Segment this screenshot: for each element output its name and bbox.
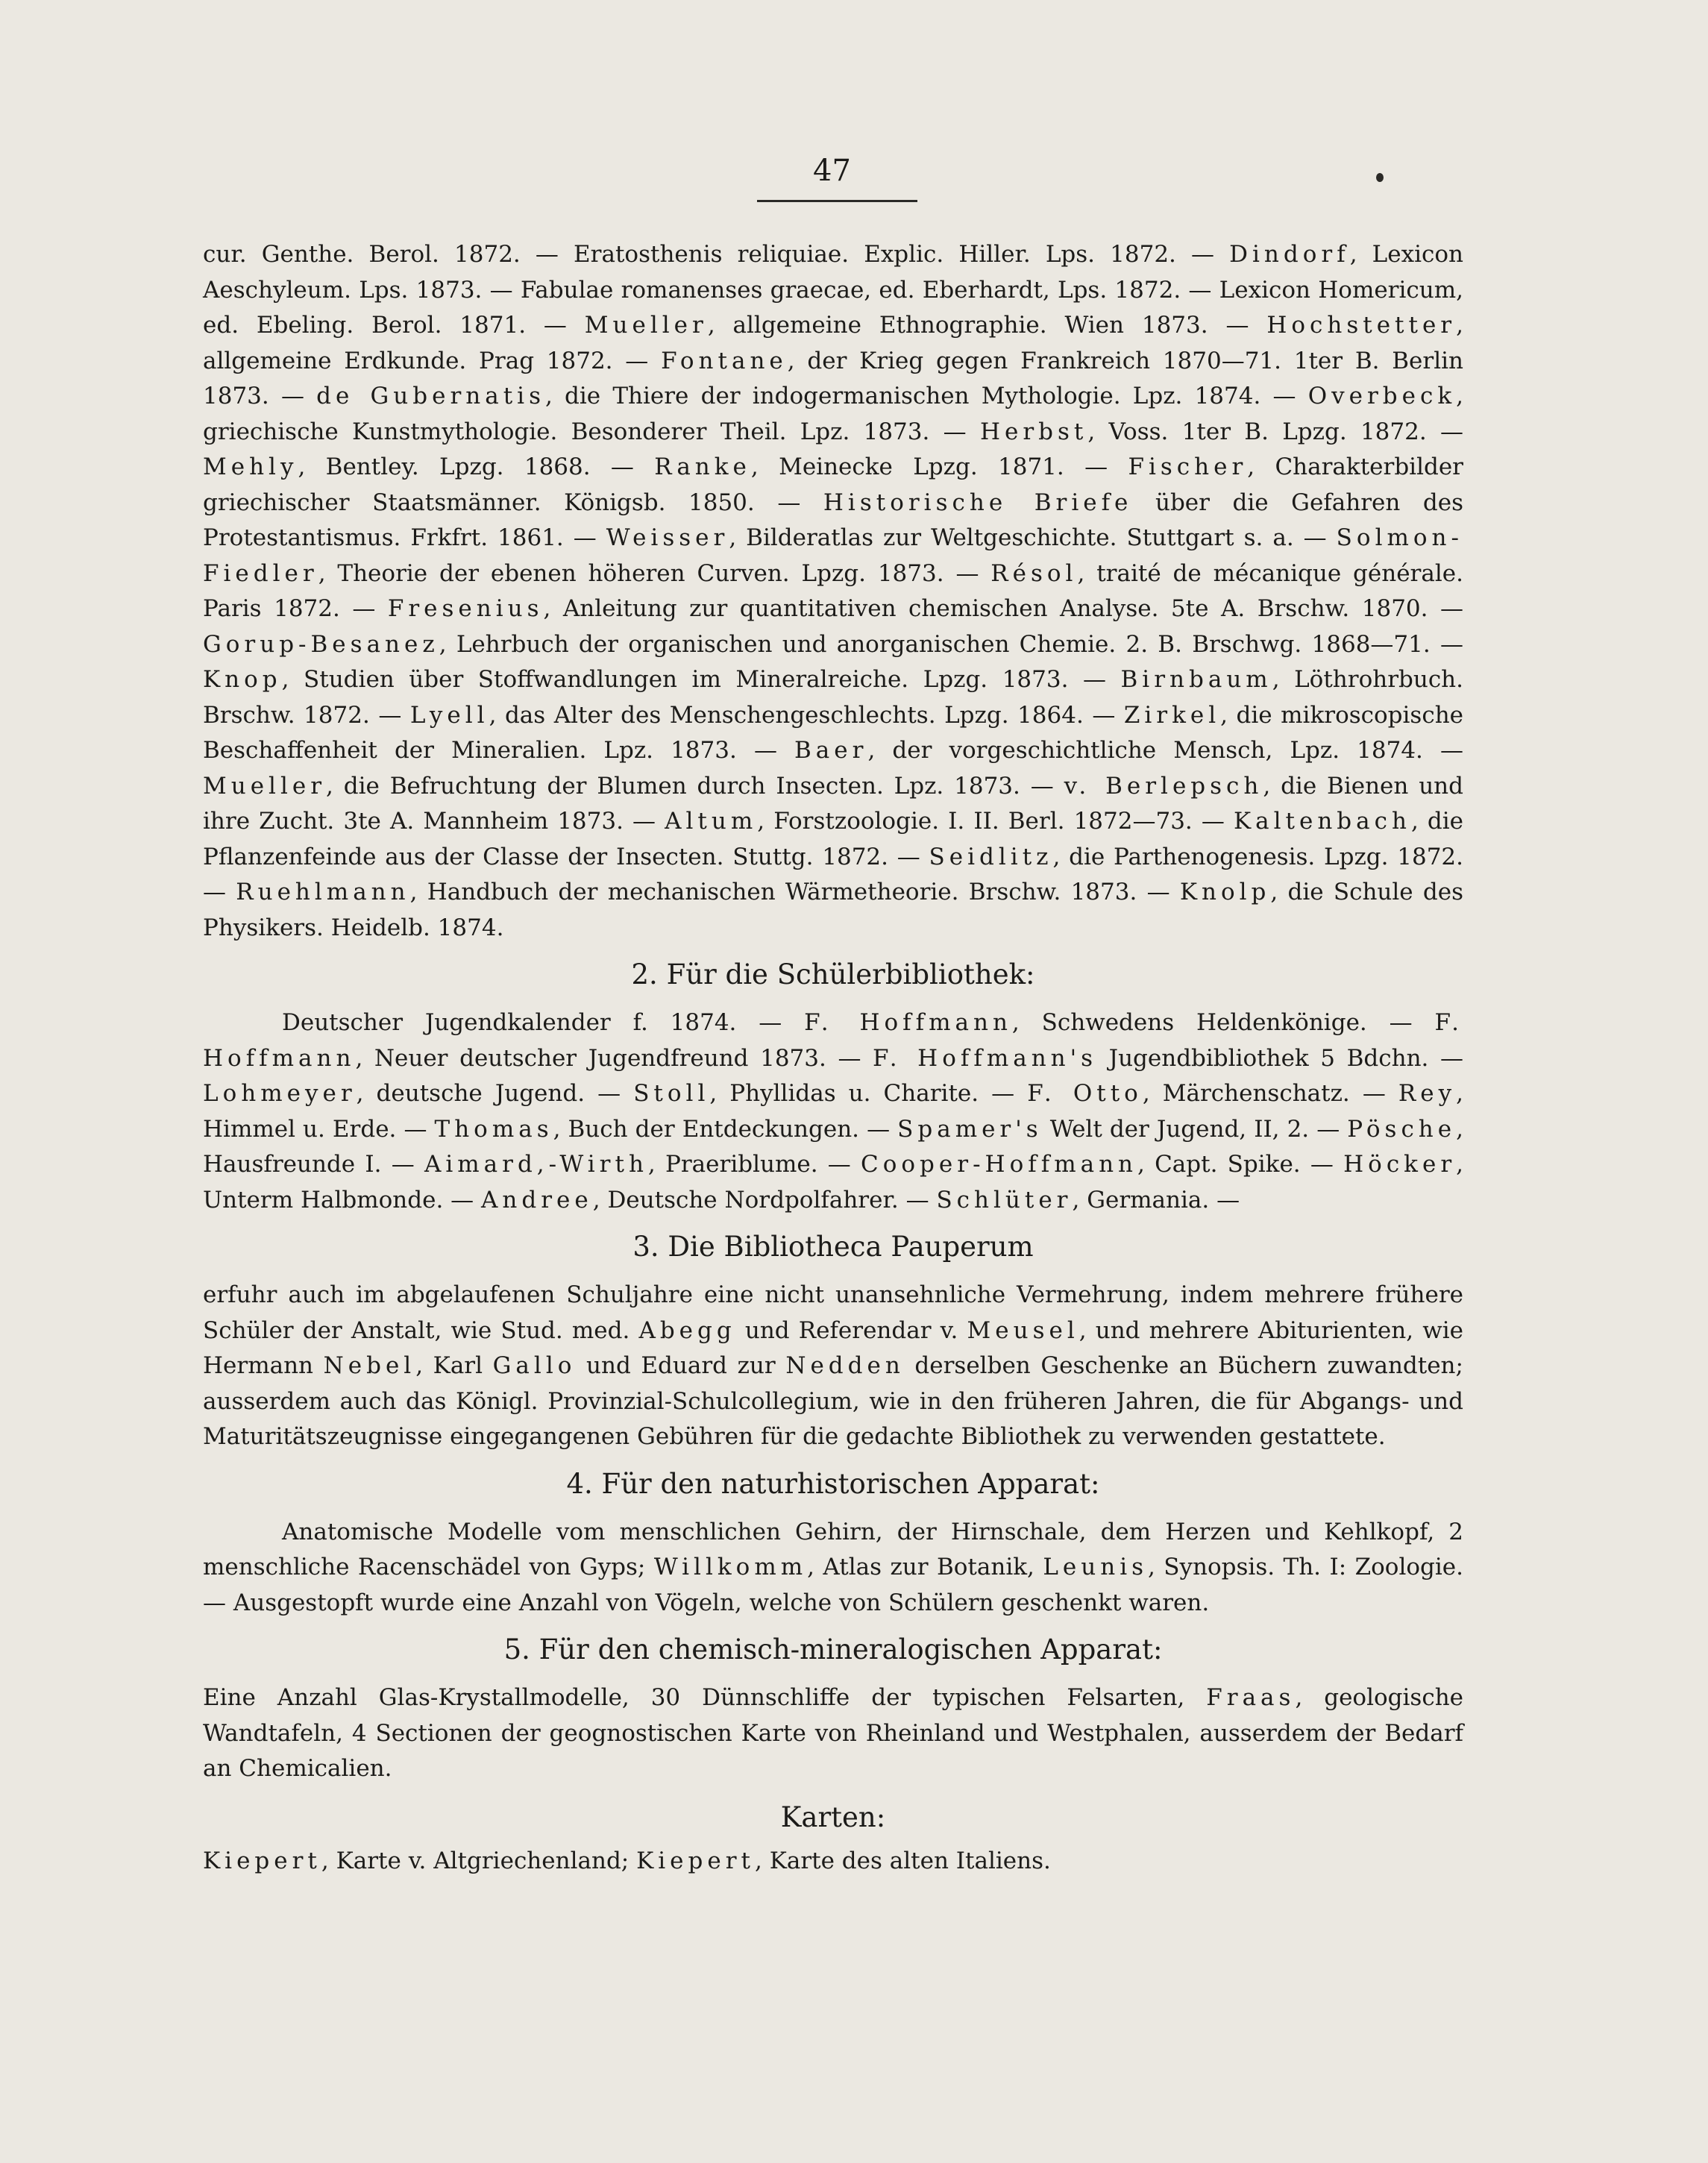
text-run: , griechische Kunstmythologie. Besonderer Theil. Lpz. 1873. —	[203, 383, 1463, 445]
section-2	[203, 1230, 1463, 1455]
spaced-name: Mueller	[584, 312, 708, 339]
text-run: cur. Genthe. Berol. 1872. — Eratosthenis reliquiae. Explic. Hiller. Lps. 1872. —	[203, 241, 1230, 268]
text-run: und Referendar v.	[735, 1316, 967, 1344]
text-run: , Schwedens Heldenkönige. —	[1011, 1009, 1435, 1036]
spaced-name: Weisser	[606, 524, 729, 551]
text-run: derselben Geschenke an Büchern zuwandten; ausserdem auch das Königl. Provinzial-Schulcollegium, wie in den früheren Jahren, die für Abgangs- und Maturitätszeugnisse eingegangenen Gebühren für die gedachte Bibliothek zu verwenden gestattete.	[203, 1352, 1463, 1450]
spaced-name: Lohmeyer	[203, 1080, 357, 1107]
spaced-name: Leunis	[1043, 1554, 1149, 1580]
text-run: Deutscher Jugendkalender f. 1874. —	[282, 1009, 805, 1036]
text-run: , Bilderatlas zur Weltgeschichte. Stuttgart s. a. —	[729, 524, 1337, 551]
text-run: , Voss. 1ter B. Lpzg. 1872. —	[1087, 418, 1463, 445]
paragraph-2-0	[203, 1278, 1463, 1455]
spaced-name: Höcker	[1343, 1151, 1457, 1178]
text-run: , Unterm Halbmonde. —	[203, 1151, 1463, 1214]
spaced-name: Willkomm	[653, 1554, 808, 1580]
spaced-name: Pösche	[1347, 1115, 1457, 1143]
text-run: , Germania. —	[1072, 1186, 1240, 1214]
text-run: , Karl	[415, 1352, 493, 1379]
section-heading: Karten:	[780, 1801, 886, 1833]
text-run: Anatomische Modelle vom menschlichen Gehirn, der Hirnschale, dem Herzen und Kehlkopf, 2 menschliche Racenschädel von Gyps;	[203, 1518, 1463, 1580]
text-run: , die Parthenogenesis. Lpzg. 1872. —	[203, 843, 1463, 905]
spaced-name: Nebel	[323, 1352, 416, 1379]
spaced-name: de Gubernatis	[316, 383, 545, 409]
spaced-name: Seidlitz	[929, 843, 1053, 870]
spaced-name: v. Berlepsch	[1064, 772, 1263, 800]
text-run: über die Gefahren des Protestantismus. Frkfrt. 1861. —	[203, 489, 1463, 551]
spaced-name: Historische Briefe	[823, 489, 1133, 516]
text-run: , Karte v. Altgriechenland;	[321, 1847, 637, 1874]
text-run: , Himmel u. Erde. —	[203, 1080, 1463, 1143]
paragraph-5-0	[203, 1844, 1463, 1880]
spaced-name: Altum	[665, 808, 758, 835]
ink-speck	[1376, 173, 1384, 182]
text-run: , allgemeine Erdkunde. Prag 1872. —	[203, 312, 1463, 374]
spaced-name: Gorup-Besanez	[203, 630, 439, 658]
section-5	[203, 1801, 1463, 1880]
text-run: , Anleitung zur quantitativen chemischen Analyse. 5te A. Brschw. 1870. —	[543, 595, 1463, 622]
spaced-name: Gallo	[492, 1352, 577, 1379]
text-run: , die mikroscopische Beschaffenheit der Mineralien. Lpz. 1873. —	[203, 701, 1464, 764]
spaced-name: Aimard,-Wirth	[424, 1151, 648, 1178]
spaced-name: Andree	[481, 1186, 593, 1214]
paragraph-0-0	[203, 237, 1463, 946]
spaced-name: Schlüter	[936, 1186, 1073, 1214]
spaced-name: Kaltenbach	[1233, 808, 1411, 835]
text-run: Eine Anzahl Glas-Krystallmodelle, 30 Dünnschliffe der typischen Felsarten,	[203, 1684, 1207, 1711]
text-run: , die Thiere der indogermanischen Mythologie. Lpz. 1874. —	[545, 383, 1308, 409]
text-run: , Neuer deutscher Jugendfreund 1873. —	[355, 1044, 873, 1072]
spaced-name: Abegg	[638, 1316, 736, 1344]
text-run: , der vorgeschichtliche Mensch, Lpz. 1874. —	[867, 737, 1463, 764]
text-run: , Forstzoologie. I. II. Berl. 1872—73. —	[757, 808, 1234, 835]
spaced-name: Fraas	[1206, 1684, 1296, 1711]
spaced-name: Fresenius	[387, 595, 544, 622]
spaced-name: Meusel	[967, 1316, 1079, 1344]
spaced-name: Fontane	[661, 347, 788, 374]
section-1	[203, 958, 1463, 1218]
text-run: , Charakterbilder griechischer Staatsmänner. Königsb. 1850. —	[203, 453, 1464, 516]
text-run: , die Pflanzenfeinde aus der Classe der Insecten. Stuttg. 1872. —	[203, 808, 1464, 870]
text-run: , Capt. Spike. —	[1137, 1151, 1344, 1178]
spaced-name: Fischer	[1128, 453, 1248, 480]
text-run: , Lexicon Aeschyleum. Lps. 1873. — Fabulae romanenses graecae, ed. Eberhardt, Lps. 1872. — Lexicon Homericum, ed. Ebeling. Berol. 1871. —	[203, 241, 1464, 339]
text-run: und Eduard zur	[576, 1352, 786, 1379]
text-run: , die Schule des Physikers. Heidelb. 1874.	[203, 879, 1463, 941]
spaced-name: F. Hoffmann's	[873, 1044, 1098, 1072]
spaced-name: Mehly	[203, 453, 298, 480]
spaced-name: Herbst	[979, 418, 1088, 445]
text-run: , Studien über Stoffwandlungen im Mineralreiche. Lpzg. 1873. —	[281, 666, 1121, 693]
text-run: , Lehrbuch der organischen und anorganischen Chemie. 2. B. Brschwg. 1868—71. —	[439, 630, 1463, 658]
spaced-name: F. Hoffmann	[804, 1009, 1012, 1036]
text-run: , und mehrere Abiturienten, wie Hermann	[203, 1316, 1463, 1379]
spaced-name: Kiepert	[203, 1847, 321, 1874]
spaced-name: Ruehlmann	[236, 879, 410, 905]
section-heading: 4. Für den naturhistorischen Apparat:	[566, 1467, 1100, 1500]
spaced-name: Kiepert	[636, 1847, 755, 1874]
spaced-name: Résol	[990, 559, 1078, 587]
text-run: , die Bienen und ihre Zucht. 3te A. Mannheim 1873. —	[203, 772, 1463, 835]
section-heading: 3. Die Bibliotheca Pauperum	[632, 1231, 1034, 1263]
spaced-name: Mueller	[203, 772, 327, 800]
spaced-name: Knop	[203, 666, 282, 693]
text-run: , Atlas zur Botanik,	[807, 1554, 1043, 1580]
spaced-name: Knolp	[1179, 879, 1271, 905]
spaced-name: Rey	[1398, 1080, 1457, 1107]
spaced-name: F. Otto	[1027, 1080, 1143, 1107]
spaced-name: Zirkel	[1123, 701, 1221, 729]
section-0	[203, 237, 1463, 946]
spaced-name: Nedden	[785, 1352, 905, 1379]
text-run: , Phyllidas u. Charite. —	[709, 1080, 1028, 1107]
header-rule	[757, 200, 917, 202]
text-run: , die Befruchtung der Blumen durch Insecten. Lpz. 1873. —	[326, 772, 1064, 800]
text-run: , Löthrohrbuch. Brschw. 1872. —	[203, 666, 1464, 729]
spaced-name: Ranke	[654, 453, 751, 480]
paragraph-1-0	[203, 1005, 1463, 1218]
spaced-name: Hochstetter	[1266, 312, 1457, 339]
spaced-name: Thomas	[434, 1115, 553, 1143]
text-run: , deutsche Jugend. —	[356, 1080, 634, 1107]
text-run: , Hausfreunde I. —	[203, 1115, 1463, 1178]
text-run: , Märchenschatz. —	[1142, 1080, 1398, 1107]
text-run: , Karte des alten Italiens.	[754, 1847, 1051, 1874]
spaced-name: F. Hoffmann	[203, 1009, 1463, 1072]
text-run: , Bentley. Lpzg. 1868. —	[298, 453, 655, 480]
page-number: 47	[813, 154, 851, 188]
text-run: , geologische Wandtafeln, 4 Sectionen der geognostischen Karte von Rheinland und Westphalen, ausserdem der Bedarf an Chemicalien.	[203, 1684, 1464, 1782]
section-heading: 5. Für den chemisch-mineralogischen Apparat:	[503, 1633, 1163, 1666]
page-content	[203, 237, 1463, 1879]
spaced-name: Birnbaum	[1120, 666, 1272, 693]
spaced-name: Dindorf	[1229, 241, 1350, 268]
paragraph-3-0	[203, 1515, 1463, 1622]
spaced-name: Cooper-Hoffmann	[861, 1151, 1137, 1178]
text-run: , Handbuch der mechanischen Wärmetheorie. Brschw. 1873. —	[409, 879, 1180, 905]
text-run: , Meinecke Lpzg. 1871. —	[750, 453, 1128, 480]
text-run: Jugendbibliothek 5 Bdchn. —	[1097, 1044, 1463, 1072]
text-run: , Buch der Entdeckungen. —	[553, 1115, 898, 1143]
text-run: , Theorie der ebenen höheren Curven. Lpzg. 1873. —	[318, 559, 991, 587]
text-run: , allgemeine Ethnographie. Wien 1873. —	[707, 312, 1267, 339]
section-4	[203, 1633, 1463, 1787]
text-run: , das Alter des Menschengeschlechts. Lpzg. 1864. —	[489, 701, 1124, 729]
text-run: , traité de mécanique générale. Paris 1872. —	[203, 559, 1463, 622]
spaced-name: Lyell	[409, 701, 489, 729]
spaced-name: Solmon-Fiedler	[203, 524, 1463, 587]
text-run: , Deutsche Nordpolfahrer. —	[592, 1186, 937, 1214]
spaced-name: Spamer's	[897, 1115, 1043, 1143]
paragraph-4-0	[203, 1680, 1463, 1787]
text-run: erfuhr auch im abgelaufenen Schuljahre eine nicht unansehnliche Vermehrung, indem mehrere frühere Schüler der Anstalt, wie Stud. med.	[203, 1281, 1463, 1344]
section-3	[203, 1467, 1463, 1622]
spaced-name: Stoll	[633, 1080, 710, 1107]
text-run: , der Krieg gegen Frankreich 1870—71. 1ter B. Berlin 1873. —	[203, 347, 1463, 409]
text-run: , Synopsis. Th. I: Zoologie. — Ausgestopft wurde eine Anzahl von Vögeln, welche von Schülern geschenkt waren.	[203, 1554, 1463, 1616]
spaced-name: Overbeck	[1307, 383, 1457, 409]
text-run: Welt der Jugend, II, 2. —	[1042, 1115, 1348, 1143]
spaced-name: Baer	[794, 737, 868, 764]
section-heading: 2. Für die Schülerbibliothek:	[631, 958, 1035, 991]
text-run: , Praeriblume. —	[647, 1151, 861, 1178]
